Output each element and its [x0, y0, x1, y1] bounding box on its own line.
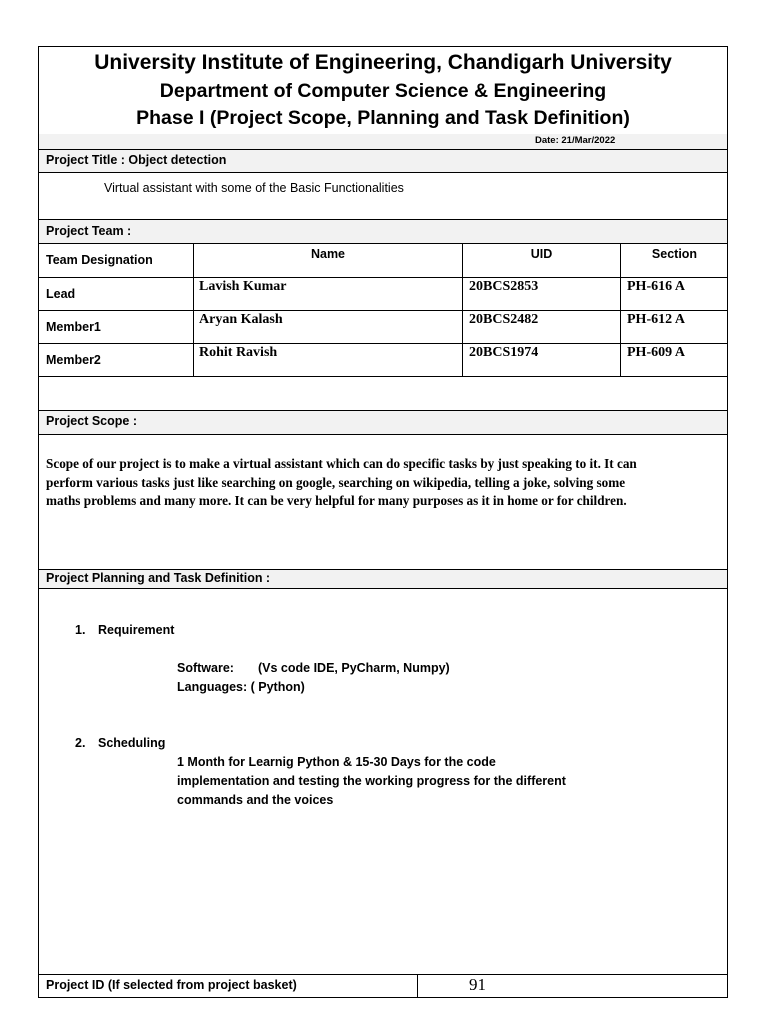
- table-row-section: PH-609 A: [627, 345, 685, 360]
- project-team-label: Project Team :: [46, 224, 132, 238]
- table-row-designation: Lead: [46, 287, 76, 301]
- table-row-section: PH-616 A: [627, 279, 685, 294]
- project-id-value: 91: [469, 975, 486, 994]
- requirement-heading: Requirement: [98, 623, 175, 637]
- col-header-name: Name: [310, 247, 346, 261]
- scope-line-2: perform various tasks just like searching on google, searching on wikipedia, telling a joke, solving some: [46, 474, 626, 490]
- date-row: [39, 134, 727, 149]
- table-row-section: PH-612 A: [627, 312, 685, 327]
- table-row-uid: 20BCS1974: [469, 345, 539, 360]
- project-title-label: Project Title : Object detection: [46, 153, 227, 167]
- table-row-designation: Member2: [46, 353, 101, 367]
- languages-line: Languages: ( Python): [177, 680, 305, 694]
- table-row-name: Rohit Ravish: [199, 345, 278, 360]
- scope-line-1: Scope of our project is to make a virtual assistant which can do specific tasks by just speaking to it. It can: [46, 456, 637, 471]
- phase-title: Phase I (Project Scope, Planning and Task Definition): [136, 107, 630, 129]
- table-row-uid: 20BCS2482: [469, 312, 539, 327]
- table-row-designation: Member1: [46, 320, 101, 334]
- col-header-designation: Team Designation: [46, 253, 153, 267]
- schedule-line-1: 1 Month for Learnig Python & 15-30 Days for the code: [177, 755, 496, 769]
- list-item-number: 1.: [75, 623, 86, 637]
- scope-line-3: maths problems and many more. It can be very helpful for many purposes as it in home or for children.: [46, 493, 627, 508]
- date-text: Date: 21/Mar/2022: [535, 135, 616, 146]
- schedule-line-3: commands and the voices: [177, 793, 334, 807]
- table-row-name: Aryan Kalash: [199, 312, 283, 327]
- project-scope-label: Project Scope :: [46, 414, 137, 428]
- table-row-name: Lavish Kumar: [199, 279, 287, 294]
- project-description: Virtual assistant with some of the Basic Functionalities: [104, 181, 404, 195]
- planning-label: Project Planning and Task Definition :: [46, 571, 271, 585]
- software-value: (Vs code IDE, PyCharm, Numpy): [258, 661, 450, 675]
- project-id-label: Project ID (If selected from project basket): [46, 978, 297, 992]
- table-row-uid: 20BCS2853: [469, 279, 539, 294]
- scheduling-heading: Scheduling: [98, 736, 166, 750]
- col-header-uid: UID: [530, 247, 553, 261]
- col-header-section: Section: [651, 247, 698, 261]
- schedule-line-2: implementation and testing the working progress for the different: [177, 774, 566, 788]
- university-title: University Institute of Engineering, Chandigarh University: [94, 51, 672, 74]
- document-frame: [38, 46, 728, 998]
- department-title: Department of Computer Science & Engineering: [159, 80, 607, 102]
- software-label: Software:: [177, 661, 234, 675]
- list-item-number: 2.: [75, 736, 86, 750]
